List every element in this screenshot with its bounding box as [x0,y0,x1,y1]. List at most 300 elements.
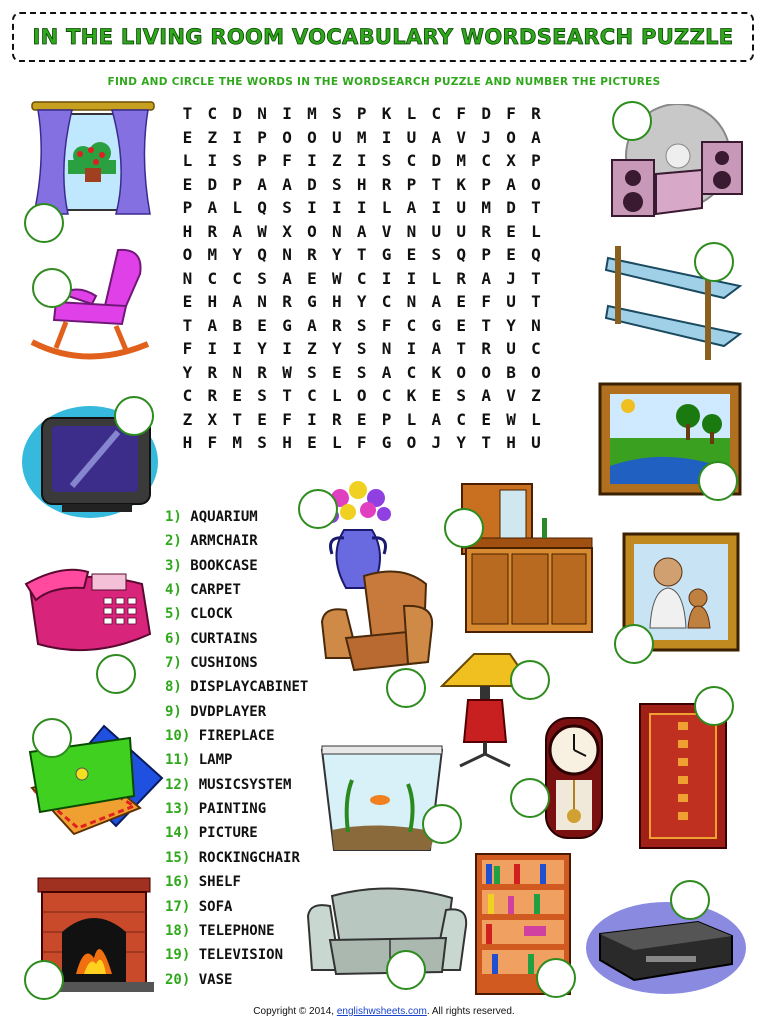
answer-circle-armchair[interactable] [386,668,426,708]
grid-letter[interactable]: A [431,339,442,358]
grid-letter[interactable]: V [381,221,392,241]
grid-letter[interactable]: O [506,127,516,147]
grid-letter[interactable]: A [531,127,541,147]
grid-letter[interactable]: N [381,339,392,358]
grid-letter[interactable]: S [381,151,392,170]
grid-letter[interactable]: K [406,386,417,405]
grid-letter[interactable]: Y [232,245,243,264]
grid-letter[interactable]: I [232,339,243,358]
grid-letter[interactable]: E [182,174,193,194]
word-number: 19) [165,947,191,964]
grid-letter[interactable]: A [406,198,417,217]
grid-letter[interactable]: W [506,409,516,429]
answer-circle-rocking-chair[interactable] [32,268,72,308]
grid-letter[interactable]: X [282,221,292,241]
grid-letter[interactable]: T [531,268,541,288]
grid-letter[interactable]: U [506,339,516,358]
grid-letter[interactable]: Q [456,245,467,264]
word-list-item [165,554,308,578]
grid-letter[interactable]: S [356,362,367,382]
grid-letter[interactable]: M [481,198,491,217]
grid-letter[interactable]: A [431,292,442,311]
grid-letter[interactable]: I [307,151,317,170]
grid-letter[interactable]: E [456,292,467,311]
grid-letter[interactable]: M [356,127,367,147]
grid-letter[interactable]: C [207,104,218,123]
word-text: BOOKCASE [190,557,258,574]
word-list-item [165,870,308,894]
grid-letter[interactable]: N [531,315,541,335]
word-list-item [165,919,308,943]
grid-letter[interactable]: U [431,221,442,241]
grid-letter[interactable]: C [232,268,243,288]
word-number: 12) [165,776,191,793]
word-text: MUSICSYSTEM [198,776,292,793]
answer-circle-music-system[interactable] [612,101,652,141]
grid-letter[interactable]: P [481,245,491,264]
grid-letter[interactable]: R [456,268,467,288]
grid-letter[interactable]: D [207,174,218,194]
grid-letter[interactable]: H [506,433,516,452]
grid-letter[interactable]: Q [257,198,267,217]
word-number: 10) [165,728,191,745]
grid-letter[interactable]: S [232,151,243,170]
grid-letter[interactable]: F [456,104,467,123]
grid-letter[interactable]: Y [506,315,516,335]
grid-letter[interactable]: I [282,104,292,123]
grid-letter[interactable]: Y [356,292,367,311]
grid-letter[interactable]: S [257,433,267,452]
grid-letter[interactable]: A [381,362,392,382]
word-text: TELEVISION [198,947,284,964]
answer-circle-shelf[interactable] [694,242,734,282]
grid-letter[interactable]: P [406,174,417,194]
grid-row [175,196,548,220]
grid-letter[interactable]: M [207,245,218,264]
grid-letter[interactable]: R [207,386,218,405]
grid-letter[interactable]: S [331,104,342,123]
grid-letter[interactable]: S [282,198,292,217]
grid-letter[interactable]: U [506,292,516,311]
grid-letter[interactable]: A [282,174,292,194]
grid-letter[interactable]: I [356,198,367,217]
grid-letter[interactable]: V [456,127,467,147]
grid-row [175,243,548,267]
grid-letter[interactable]: J [481,127,491,147]
grid-letter[interactable]: I [406,268,417,288]
grid-letter[interactable]: F [506,104,516,123]
word-list-item [165,846,308,870]
page-title: IN THE LIVING ROOM VOCABULARY WORDSEARCH PUZZLE [32,25,734,49]
word-text: PICTURE [198,825,258,842]
word-number: 8) [165,679,182,696]
grid-letter[interactable]: I [232,127,243,147]
grid-letter[interactable]: S [257,386,267,405]
grid-letter[interactable]: Q [531,245,541,264]
grid-letter[interactable]: K [456,174,467,194]
grid-letter[interactable]: X [506,151,516,170]
grid-letter[interactable]: A [481,386,491,405]
grid-letter[interactable]: E [307,268,317,288]
grid-letter[interactable]: O [481,362,491,382]
grid-letter[interactable]: S [456,386,467,405]
word-list-item [165,773,308,797]
grid-letter[interactable]: R [331,315,342,335]
grid-letter[interactable]: L [182,151,193,170]
answer-circle-television[interactable] [114,396,154,436]
word-text: AQUARIUM [190,509,258,525]
word-number: 14) [165,825,191,842]
grid-letter[interactable]: U [456,198,467,217]
grid-letter[interactable]: H [331,292,342,311]
grid-letter[interactable]: U [456,221,467,241]
grid-letter[interactable]: F [481,292,491,311]
word-number: 18) [165,922,191,939]
grid-letter[interactable]: D [481,104,491,123]
grid-letter[interactable]: H [356,174,367,194]
grid-letter[interactable]: N [182,268,193,288]
grid-letter[interactable]: T [531,292,541,311]
grid-letter[interactable]: A [257,174,267,194]
grid-letter[interactable]: E [456,315,467,335]
answer-circle-clock[interactable] [510,778,550,818]
grid-letter[interactable]: L [431,268,442,288]
word-text: LAMP [198,752,233,769]
word-text: SHELF [198,874,241,891]
grid-letter[interactable]: Z [307,339,317,358]
answer-circle-picture[interactable] [614,624,654,664]
grid-letter[interactable]: T [182,104,193,123]
grid-letter[interactable]: Q [257,245,267,264]
grid-row [175,220,548,244]
grid-letter[interactable]: E [182,292,193,311]
answer-circle-aquarium[interactable] [422,804,462,844]
grid-letter[interactable]: E [257,409,267,429]
word-number: 3) [165,557,182,574]
grid-row [175,149,548,173]
grid-letter[interactable]: R [481,339,491,358]
grid-letter[interactable]: N [282,245,292,264]
word-list-item [165,700,308,724]
grid-letter[interactable]: P [232,174,243,194]
grid-letter[interactable]: R [207,221,218,241]
grid-row [175,314,548,338]
word-text: FIREPLACE [198,728,275,745]
grid-letter[interactable]: H [282,433,292,452]
grid-letter[interactable]: O [531,362,541,382]
grid-letter[interactable]: G [381,245,392,264]
grid-letter[interactable]: A [481,268,491,288]
grid-letter[interactable]: S [356,315,367,335]
answer-circle-carpet[interactable] [694,686,734,726]
grid-letter[interactable]: S [257,268,267,288]
armchair-picture [318,566,438,676]
grid-letter[interactable]: A [307,315,317,335]
grid-letter[interactable]: I [406,339,417,358]
grid-letter[interactable]: E [232,386,243,405]
grid-letter[interactable]: A [356,221,367,241]
answer-circle-display-cabinet[interactable] [444,508,484,548]
grid-letter[interactable]: Y [331,245,342,264]
grid-letter[interactable]: A [207,198,218,217]
grid-letter[interactable]: W [282,362,292,382]
grid-letter[interactable]: N [257,292,267,311]
grid-letter[interactable]: L [406,104,417,123]
grid-letter[interactable]: O [531,174,541,194]
grid-letter[interactable]: U [531,433,541,452]
grid-letter[interactable]: I [381,127,392,147]
grid-letter[interactable]: P [182,198,193,217]
grid-letter[interactable]: E [257,315,267,335]
grid-letter[interactable]: L [381,198,392,217]
grid-letter[interactable]: A [207,315,218,335]
grid-letter[interactable]: R [381,174,392,194]
grid-letter[interactable]: S [331,174,342,194]
grid-letter[interactable]: E [182,127,193,147]
grid-letter[interactable]: I [282,339,292,358]
answer-circle-sofa[interactable] [386,950,426,990]
grid-letter[interactable]: O [282,127,292,147]
grid-row [175,126,548,150]
grid-letter[interactable]: A [431,409,442,429]
grid-letter[interactable]: D [307,174,317,194]
grid-letter[interactable]: Y [182,362,193,382]
grid-letter[interactable]: V [506,386,516,405]
grid-letter[interactable]: A [431,127,442,147]
footer-prefix: Copyright © 2014, [253,1006,337,1017]
grid-letter[interactable]: R [207,362,218,382]
telephone-picture [22,564,162,664]
grid-letter[interactable]: I [356,151,367,170]
grid-letter[interactable]: F [381,315,392,335]
grid-letter[interactable]: E [506,245,516,264]
word-number: 7) [165,655,182,672]
grid-letter[interactable]: P [381,409,392,429]
grid-letter[interactable]: T [282,386,292,405]
grid-letter[interactable]: C [456,409,467,429]
grid-letter[interactable]: T [531,198,541,217]
grid-letter[interactable]: N [331,221,342,241]
grid-letter[interactable]: A [232,221,243,241]
grid-letter[interactable]: N [406,221,417,241]
instructions: FIND AND CIRCLE THE WORDS IN THE WORDSEARCH PUZZLE AND NUMBER THE PICTURES [107,76,661,88]
grid-letter[interactable]: L [531,221,541,241]
aquarium-picture [318,740,448,860]
grid-letter[interactable]: F [182,339,193,358]
grid-letter[interactable]: Y [456,433,467,452]
answer-circle-telephone[interactable] [96,654,136,694]
grid-row [175,337,548,361]
clock-picture [534,716,614,840]
grid-letter[interactable]: P [257,127,267,147]
grid-letter[interactable]: F [356,433,367,452]
grid-letter[interactable]: Z [207,127,218,147]
grid-letter[interactable]: S [307,362,317,382]
grid-letter[interactable]: I [207,151,218,170]
grid-letter[interactable]: G [431,315,442,335]
word-list-item [165,602,308,626]
grid-letter[interactable]: E [307,433,317,452]
word-text: PAINTING [198,801,267,818]
grid-letter[interactable]: R [282,292,292,311]
grid-letter[interactable]: E [481,409,491,429]
grid-letter[interactable]: M [307,104,317,123]
grid-letter[interactable]: W [331,268,342,288]
grid-letter[interactable]: B [506,362,516,382]
grid-letter[interactable]: D [506,198,516,217]
grid-letter[interactable]: Z [182,409,193,429]
grid-letter[interactable]: Z [331,151,342,170]
word-number: 13) [165,801,191,818]
grid-letter[interactable]: Z [531,386,541,405]
grid-letter[interactable]: C [431,104,442,123]
grid-letter[interactable]: M [232,433,243,452]
grid-letter[interactable]: C [381,386,392,405]
word-number: 2) [165,533,182,550]
grid-letter[interactable]: K [381,104,392,123]
grid-letter[interactable]: P [257,151,267,170]
grid-letter[interactable]: O [182,245,193,264]
grid-letter[interactable]: A [282,268,292,288]
grid-letter[interactable]: T [481,433,491,452]
grid-letter[interactable]: B [232,315,243,335]
grid-letter[interactable]: T [456,339,467,358]
grid-letter[interactable]: O [406,433,417,452]
grid-letter[interactable]: O [307,127,317,147]
grid-letter[interactable]: R [481,221,491,241]
grid-letter[interactable]: O [356,386,367,405]
grid-letter[interactable]: W [257,221,267,241]
grid-letter[interactable]: H [182,433,193,452]
grid-letter[interactable]: C [406,362,417,382]
grid-letter[interactable]: G [282,315,292,335]
grid-row [175,290,548,314]
grid-letter[interactable]: N [257,104,267,123]
answer-circle-fireplace[interactable] [24,960,64,1000]
wordsearch-grid[interactable] [175,102,548,455]
grid-letter[interactable]: A [506,174,516,194]
grid-letter[interactable]: F [282,409,292,429]
grid-letter[interactable]: P [481,174,491,194]
grid-letter[interactable]: M [456,151,467,170]
grid-letter[interactable]: L [232,198,243,217]
answer-circle-vase[interactable] [298,489,338,529]
grid-letter[interactable]: N [406,292,417,311]
grid-letter[interactable]: H [207,292,218,311]
answer-circle-dvd-player[interactable] [670,880,710,920]
grid-letter[interactable]: U [406,127,417,147]
grid-letter[interactable]: E [356,409,367,429]
grid-letter[interactable]: I [381,268,392,288]
grid-letter[interactable]: C [531,339,541,358]
grid-letter[interactable]: P [356,104,367,123]
grid-letter[interactable]: I [331,198,342,217]
answer-circle-lamp[interactable] [510,660,550,700]
grid-letter[interactable]: I [307,198,317,217]
grid-row [175,267,548,291]
word-text: CLOCK [190,606,233,623]
word-text: TELEPHONE [198,922,275,939]
grid-letter[interactable]: A [232,292,243,311]
answer-circle-curtains[interactable] [24,203,64,243]
grid-letter[interactable]: R [331,409,342,429]
grid-row [175,408,548,432]
word-list-item [165,821,308,845]
grid-letter[interactable]: E [331,362,342,382]
grid-letter[interactable]: I [307,409,317,429]
grid-letter[interactable]: N [232,362,243,382]
grid-letter[interactable]: K [431,362,442,382]
grid-letter[interactable]: E [406,245,417,264]
grid-letter[interactable]: X [207,409,218,429]
grid-letter[interactable]: Y [257,339,267,358]
footer-link[interactable]: englishwsheets.com [336,1006,427,1017]
grid-letter[interactable]: L [331,433,342,452]
answer-circle-painting[interactable] [698,461,738,501]
grid-letter[interactable]: U [331,127,342,147]
word-text: CUSHIONS [190,655,258,672]
grid-letter[interactable]: Y [331,339,342,358]
grid-letter[interactable]: S [431,245,442,264]
grid-letter[interactable]: C [356,268,367,288]
grid-letter[interactable]: L [406,409,417,429]
word-list-item [165,505,308,529]
word-text: VASE [198,971,233,988]
grid-letter[interactable]: L [531,409,541,429]
grid-letter[interactable]: T [356,245,367,264]
grid-letter[interactable]: R [531,104,541,123]
grid-letter[interactable]: G [381,433,392,452]
grid-letter[interactable]: D [431,151,442,170]
grid-letter[interactable]: R [307,245,317,264]
word-number: 5) [165,606,182,623]
grid-letter[interactable]: S [356,339,367,358]
grid-letter[interactable]: T [182,315,193,335]
grid-letter[interactable]: T [481,315,491,335]
grid-letter[interactable]: J [506,268,516,288]
grid-letter[interactable]: C [406,151,417,170]
grid-letter[interactable]: G [307,292,317,311]
grid-letter[interactable]: I [207,339,218,358]
grid-letter[interactable]: T [431,174,442,194]
grid-letter[interactable]: C [182,386,193,405]
answer-circle-bookcase[interactable] [536,958,576,998]
grid-letter[interactable]: R [257,362,267,382]
grid-letter[interactable]: E [506,221,516,241]
grid-letter[interactable]: L [331,386,342,405]
word-list-item [165,578,308,602]
grid-letter[interactable]: P [531,151,541,170]
grid-letter[interactable]: H [182,221,193,241]
grid-letter[interactable]: C [307,386,317,405]
answer-circle-cushions[interactable] [32,718,72,758]
grid-letter[interactable]: C [207,268,218,288]
grid-letter[interactable]: C [381,292,392,311]
grid-letter[interactable]: O [307,221,317,241]
grid-letter[interactable]: C [481,151,491,170]
grid-letter[interactable]: D [232,104,243,123]
grid-letter[interactable]: F [207,433,218,452]
word-number: 4) [165,582,182,599]
grid-letter[interactable]: T [232,409,243,429]
grid-letter[interactable]: I [431,198,442,217]
grid-letter[interactable]: J [431,433,442,452]
grid-letter[interactable]: E [431,386,442,405]
grid-letter[interactable]: C [406,315,417,335]
grid-letter[interactable]: O [456,362,467,382]
grid-row [175,102,548,126]
grid-letter[interactable]: F [282,151,292,170]
